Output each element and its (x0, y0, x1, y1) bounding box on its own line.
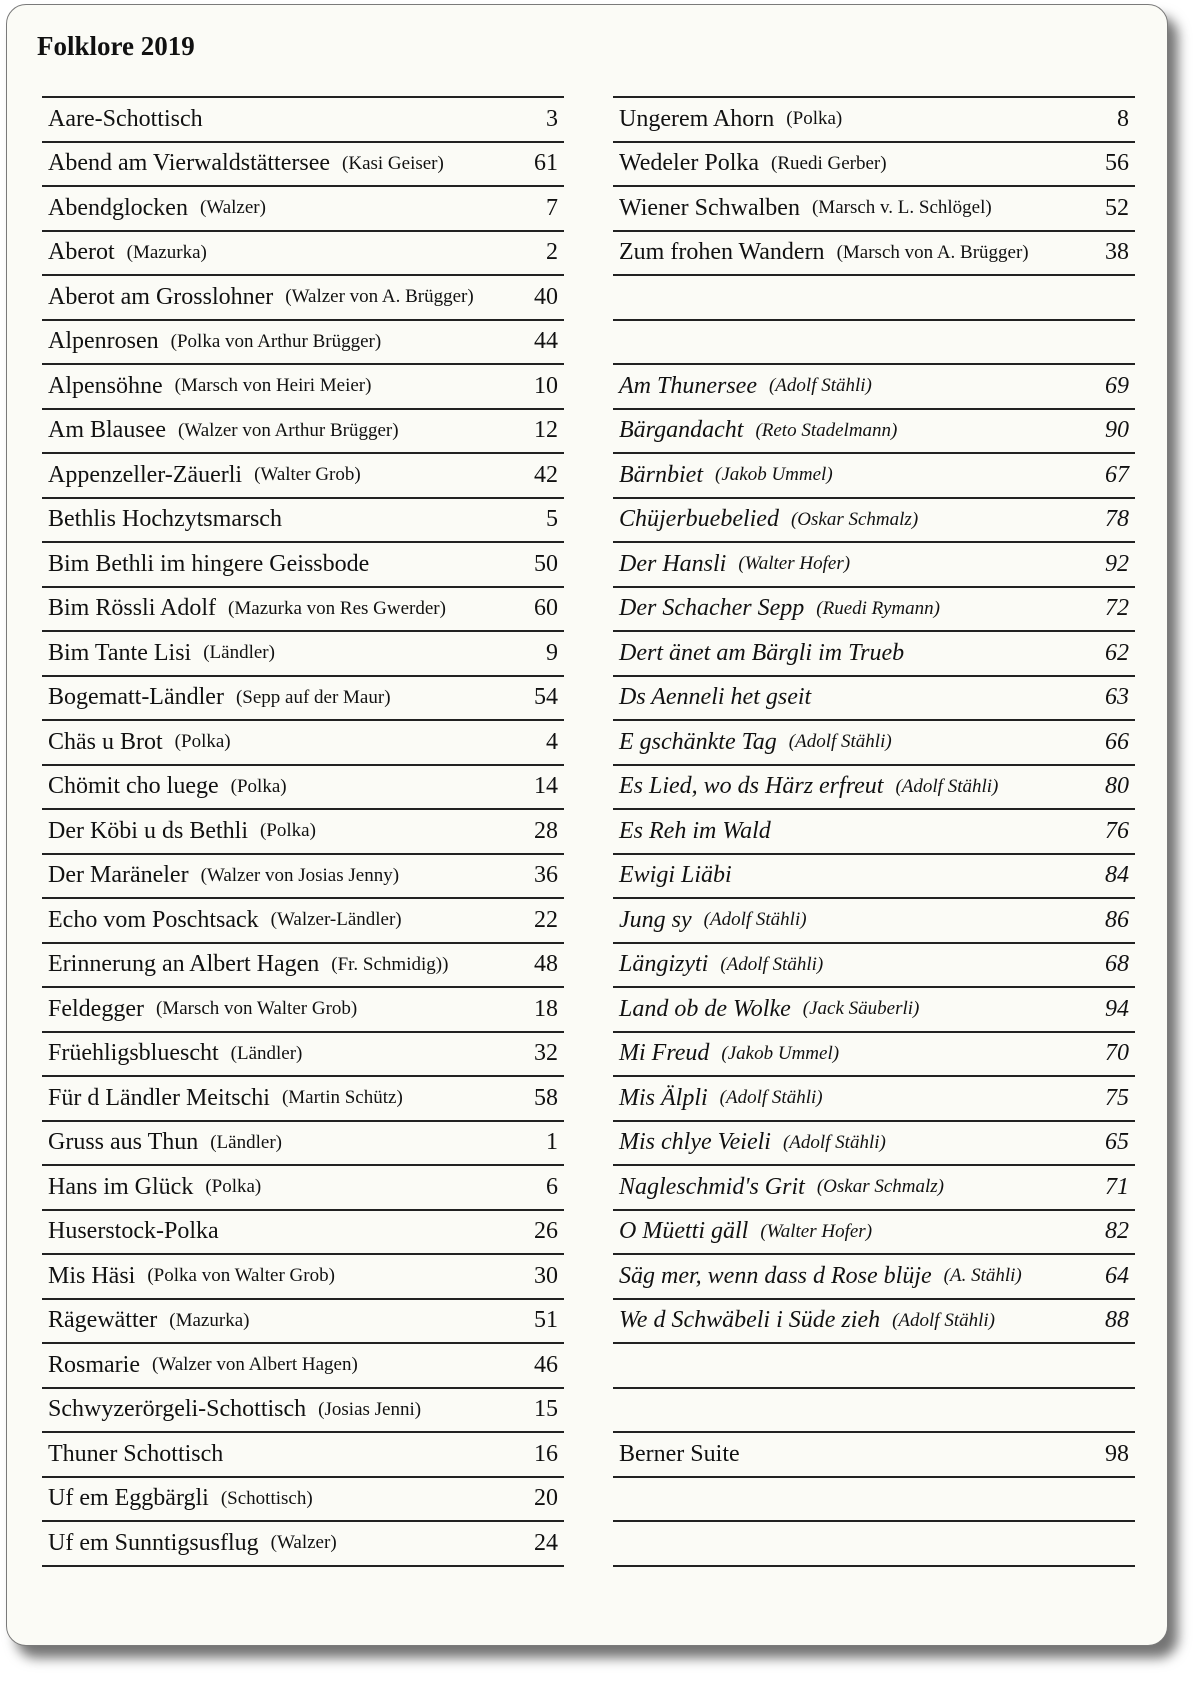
entry-page-number: 92 (1105, 550, 1129, 577)
entry-note: (Polka von Walter Grob) (147, 1265, 335, 1287)
entry-page-number: 64 (1105, 1262, 1129, 1289)
entry-title: Land ob de Wolke (619, 995, 791, 1022)
entry-note: (Polka) (230, 775, 287, 797)
index-row (42, 588, 564, 633)
entry-note: (Marsch von A. Brügger) (836, 241, 1029, 263)
index-row (613, 98, 1135, 143)
entry-page-number: 98 (1105, 1440, 1129, 1467)
entry-note: (Jack Säuberli) (802, 998, 920, 1020)
entry-page-number: 67 (1105, 461, 1129, 488)
entry-page-number: 60 (534, 595, 558, 622)
entry-note: (Adolf Stähli) (768, 375, 872, 397)
entry-page-number: 46 (534, 1351, 558, 1378)
entry-page-number: 15 (534, 1396, 558, 1423)
entry-page-number: 65 (1105, 1129, 1129, 1156)
entry-title: Mis Häsi (48, 1262, 136, 1289)
entry-note: (Polka) (205, 1176, 262, 1198)
entry-note: (Walzer von Albert Hagen) (151, 1354, 358, 1376)
entry-title: Abend am Vierwaldstättersee (48, 150, 331, 177)
entry-title: Dert änet am Bärgli im Trueb (619, 639, 905, 666)
entry-page-number: 69 (1105, 372, 1129, 399)
entry-page-number: 42 (534, 461, 558, 488)
entry-note: (Polka) (174, 731, 231, 753)
index-row (613, 1077, 1135, 1122)
entry-note: (Oskar Schmalz) (790, 508, 919, 530)
entry-note: (Martin Schütz) (281, 1087, 403, 1109)
index-row (42, 1077, 564, 1122)
index-row (42, 677, 564, 722)
entry-page-number: 9 (546, 639, 558, 666)
index-row (42, 410, 564, 455)
entry-note: (Walzer) (270, 1532, 337, 1554)
entry-page-number: 44 (534, 328, 558, 355)
index-row (42, 1522, 564, 1567)
entry-title: Mi Freud (619, 1040, 710, 1067)
index-row (613, 1478, 1135, 1523)
index-row (42, 276, 564, 321)
entry-title: Rosmarie (48, 1351, 140, 1378)
entry-page-number: 52 (1105, 194, 1129, 221)
entry-title: Berner Suite (619, 1440, 740, 1467)
entry-page-number: 72 (1105, 595, 1129, 622)
index-row (42, 988, 564, 1033)
entry-title: Aberot am Grosslohner (48, 283, 274, 310)
index-row (613, 365, 1135, 410)
entry-note: (Ruedi Rymann) (816, 597, 940, 619)
entry-title: Feldegger (48, 995, 144, 1022)
entry-note: (Jakob Ummel) (715, 464, 833, 486)
entry-note: (Mazurka von Res Gwerder) (228, 597, 446, 619)
entry-title: Chömit cho luege (48, 773, 219, 800)
entry-note: (Polka von Arthur Brügger) (170, 330, 382, 352)
entry-note: (Ruedi Gerber) (771, 152, 887, 174)
index-row (42, 1033, 564, 1078)
entry-page-number: 54 (534, 684, 558, 711)
entry-title: Der Schacher Sepp (619, 595, 805, 622)
entry-note: (Adolf Stähli) (892, 1309, 995, 1331)
entry-page-number: 22 (534, 906, 558, 933)
entry-page-number: 32 (534, 1040, 558, 1067)
entry-title: Aare-Schottisch (48, 105, 203, 132)
index-row (613, 1300, 1135, 1345)
entry-note: (Walter Hofer) (760, 1220, 873, 1242)
index-row (42, 232, 564, 277)
entry-title: Bim Bethli im hingere Geissbode (48, 550, 370, 577)
index-row (42, 944, 564, 989)
index-row (613, 232, 1135, 277)
entry-page-number: 56 (1105, 150, 1129, 177)
entry-page-number: 14 (534, 773, 558, 800)
entry-page-number: 3 (546, 105, 558, 132)
entry-title: Am Thunersee (619, 372, 757, 399)
page-title: Folklore 2019 (37, 31, 195, 61)
entry-note: (Ländler) (210, 1131, 282, 1153)
entry-note: (Polka) (259, 820, 316, 842)
entry-title: Echo vom Poschtsack (48, 906, 259, 933)
index-row (613, 410, 1135, 455)
index-row (42, 1389, 564, 1434)
entry-title: Chüjerbuebelied (619, 506, 779, 533)
index-row (42, 1166, 564, 1211)
index-row (613, 1344, 1135, 1389)
entry-page-number: 63 (1105, 684, 1129, 711)
entry-title: Gruss aus Thun (48, 1129, 199, 1156)
entry-title: Mis chlye Veieli (619, 1129, 771, 1156)
left-index-column (42, 96, 564, 1567)
entry-title: Hans im Glück (48, 1173, 194, 1200)
entry-title: Es Lied, wo ds Härz erfreut (619, 773, 884, 800)
index-row (42, 632, 564, 677)
entry-page-number: 18 (534, 995, 558, 1022)
entry-title: Wiener Schwalben (619, 194, 800, 221)
index-row (613, 499, 1135, 544)
entry-page-number: 28 (534, 817, 558, 844)
entry-note: (Adolf Stähli) (782, 1131, 886, 1153)
index-row (613, 855, 1135, 900)
entry-page-number: 10 (534, 372, 558, 399)
entry-note: (Ländler) (203, 642, 275, 664)
entry-title: Bärnbiet (619, 461, 703, 488)
entry-page-number: 84 (1105, 862, 1129, 889)
entry-note: (Walzer) (199, 197, 266, 219)
entry-page-number: 80 (1105, 773, 1129, 800)
index-row (42, 1433, 564, 1478)
entry-page-number: 36 (534, 862, 558, 889)
entry-title: O Müetti gäll (619, 1218, 749, 1245)
index-row (42, 321, 564, 366)
index-page (6, 4, 1168, 1646)
entry-note: (Walter Grob) (254, 464, 361, 486)
entry-page-number: 50 (534, 550, 558, 577)
entry-page-number: 5 (546, 506, 558, 533)
index-row (42, 1211, 564, 1256)
entry-title: Für d Ländler Meitschi (48, 1084, 270, 1111)
index-row (42, 143, 564, 188)
entry-page-number: 76 (1105, 817, 1129, 844)
index-row (613, 1122, 1135, 1167)
entry-note: (Fr. Schmidig)) (331, 953, 449, 975)
entry-note: (Mazurka) (126, 241, 207, 263)
entry-page-number: 1 (546, 1129, 558, 1156)
entry-page-number: 94 (1105, 995, 1129, 1022)
entry-note: (Marsch von Heiri Meier) (174, 375, 372, 397)
entry-title: Alpenrosen (48, 328, 159, 355)
entry-title: We d Schwäbeli i Süde zieh (619, 1307, 881, 1334)
entry-page-number: 12 (534, 417, 558, 444)
entry-note: (Polka) (786, 108, 843, 130)
entry-page-number: 70 (1105, 1040, 1129, 1067)
entry-note: (Jakob Ummel) (721, 1042, 840, 1064)
index-row (42, 365, 564, 410)
entry-title: Bärgandacht (619, 417, 744, 444)
entry-note: (Walzer-Ländler) (270, 909, 402, 931)
index-row (613, 187, 1135, 232)
index-row (613, 810, 1135, 855)
index-row (42, 721, 564, 766)
entry-page-number: 20 (534, 1485, 558, 1512)
index-row (613, 454, 1135, 499)
entry-note: (Adolf Stähli) (895, 775, 999, 797)
index-row (42, 187, 564, 232)
entry-title: Uf em Eggbärgli (48, 1485, 209, 1512)
right-index-column (613, 96, 1135, 1567)
entry-title: E gschänkte Tag (619, 728, 777, 755)
entry-page-number: 26 (534, 1218, 558, 1245)
entry-title: Früehligsbluescht (48, 1040, 219, 1067)
index-row (613, 1211, 1135, 1256)
entry-title: Säg mer, wenn dass d Rose blüje (619, 1262, 932, 1289)
entry-title: Der Hansli (619, 550, 727, 577)
entry-title: Der Maräneler (48, 862, 189, 889)
index-row (42, 899, 564, 944)
entry-note: (Mazurka) (169, 1309, 250, 1331)
entry-page-number: 58 (534, 1084, 558, 1111)
entry-title: Uf em Sunntigsusflug (48, 1529, 259, 1556)
index-row (613, 588, 1135, 633)
entry-note: (Kasi Geiser) (342, 152, 444, 174)
index-row (613, 988, 1135, 1033)
index-row (613, 143, 1135, 188)
index-row (42, 1300, 564, 1345)
entry-title: Bogematt-Ländler (48, 684, 224, 711)
entry-note: (Walzer von Josias Jenny) (200, 864, 400, 886)
index-row (42, 1255, 564, 1300)
entry-note: (Adolf Stähli) (720, 953, 824, 975)
index-row (613, 543, 1135, 588)
entry-note: (Reto Stadelmann) (755, 419, 898, 441)
entry-note: (Oskar Schmalz) (816, 1176, 944, 1198)
index-row (42, 98, 564, 143)
entry-page-number: 78 (1105, 506, 1129, 533)
entry-page-number: 4 (546, 728, 558, 755)
index-row (613, 1033, 1135, 1078)
entry-title: Thuner Schottisch (48, 1440, 224, 1467)
index-row (42, 766, 564, 811)
index-row (613, 944, 1135, 989)
index-row (42, 454, 564, 499)
entry-note: (Marsch von Walter Grob) (155, 998, 358, 1020)
entry-page-number: 71 (1105, 1173, 1129, 1200)
entry-title: Erinnerung an Albert Hagen (48, 951, 320, 978)
index-row (613, 321, 1135, 366)
index-row (613, 766, 1135, 811)
entry-title: Appenzeller-Zäuerli (48, 461, 243, 488)
index-row (42, 499, 564, 544)
entry-note: (Walzer von A. Brügger) (285, 286, 474, 308)
index-row (613, 632, 1135, 677)
entry-title: Mis Älpli (619, 1084, 708, 1111)
index-row (613, 1433, 1135, 1478)
entry-page-number: 88 (1105, 1307, 1129, 1334)
entry-page-number: 6 (546, 1173, 558, 1200)
entry-page-number: 51 (534, 1307, 558, 1334)
entry-title: Jung sy (619, 906, 692, 933)
index-row (613, 1255, 1135, 1300)
entry-title: Am Blausee (48, 417, 166, 444)
entry-title: Aberot (48, 239, 115, 266)
index-row (613, 721, 1135, 766)
entry-page-number: 68 (1105, 951, 1129, 978)
entry-title: Chäs u Brot (48, 728, 163, 755)
entry-page-number: 75 (1105, 1084, 1129, 1111)
entry-title: Ewigi Liäbi (619, 862, 732, 889)
entry-note: (Sepp auf der Maur) (235, 686, 391, 708)
entry-page-number: 82 (1105, 1218, 1129, 1245)
entry-title: Wedeler Polka (619, 150, 760, 177)
entry-note: (Walter Hofer) (738, 553, 851, 575)
entry-note: (Adolf Stähli) (719, 1087, 823, 1109)
entry-title: Nagleschmid's Grit (619, 1173, 805, 1200)
entry-page-number: 40 (534, 283, 558, 310)
entry-title: Huserstock-Polka (48, 1218, 219, 1245)
entry-title: Es Reh im Wald (619, 817, 771, 844)
entry-page-number: 30 (534, 1262, 558, 1289)
index-row (42, 1478, 564, 1523)
entry-note: (A. Stähli) (943, 1265, 1022, 1287)
entry-note: (Ländler) (230, 1042, 303, 1064)
entry-title: Bim Tante Lisi (48, 639, 192, 666)
entry-title: Alpensöhne (48, 372, 163, 399)
entry-note: (Schottisch) (220, 1487, 313, 1509)
entry-page-number: 61 (534, 150, 558, 177)
entry-title: Längizyti (619, 951, 709, 978)
entry-page-number: 7 (546, 194, 558, 221)
entry-page-number: 8 (1117, 105, 1129, 132)
entry-title: Rägewätter (48, 1307, 158, 1334)
entry-page-number: 66 (1105, 728, 1129, 755)
index-row (42, 1344, 564, 1389)
entry-title: Ds Aenneli het gseit (619, 684, 812, 711)
entry-note: (Adolf Stähli) (703, 909, 807, 931)
index-row (42, 543, 564, 588)
entry-title: Schwyzerörgeli-Schottisch (48, 1396, 307, 1423)
entry-page-number: 62 (1105, 639, 1129, 666)
entry-title: Bethlis Hochzytsmarsch (48, 506, 282, 533)
index-row (613, 1166, 1135, 1211)
entry-page-number: 86 (1105, 906, 1129, 933)
index-row (42, 855, 564, 900)
entry-page-number: 16 (534, 1440, 558, 1467)
index-row (613, 1389, 1135, 1434)
index-row (613, 276, 1135, 321)
index-row (613, 677, 1135, 722)
entry-title: Bim Rössli Adolf (48, 595, 217, 622)
entry-page-number: 24 (534, 1529, 558, 1556)
index-row (42, 1122, 564, 1167)
entry-note: (Walzer von Arthur Brügger) (177, 419, 399, 441)
entry-title: Ungerem Ahorn (619, 105, 775, 132)
entry-title: Zum frohen Wandern (619, 239, 825, 266)
index-row (42, 810, 564, 855)
entry-note: (Josias Jenni) (318, 1398, 422, 1420)
entry-title: Abendglocken (48, 194, 188, 221)
entry-title: Der Köbi u ds Bethli (48, 817, 248, 844)
entry-page-number: 38 (1105, 239, 1129, 266)
index-row (613, 1522, 1135, 1567)
entry-page-number: 48 (534, 951, 558, 978)
entry-page-number: 2 (546, 239, 558, 266)
entry-page-number: 90 (1105, 417, 1129, 444)
entry-note: (Marsch v. L. Schlögel) (811, 197, 992, 219)
index-row (613, 899, 1135, 944)
entry-note: (Adolf Stähli) (788, 731, 892, 753)
